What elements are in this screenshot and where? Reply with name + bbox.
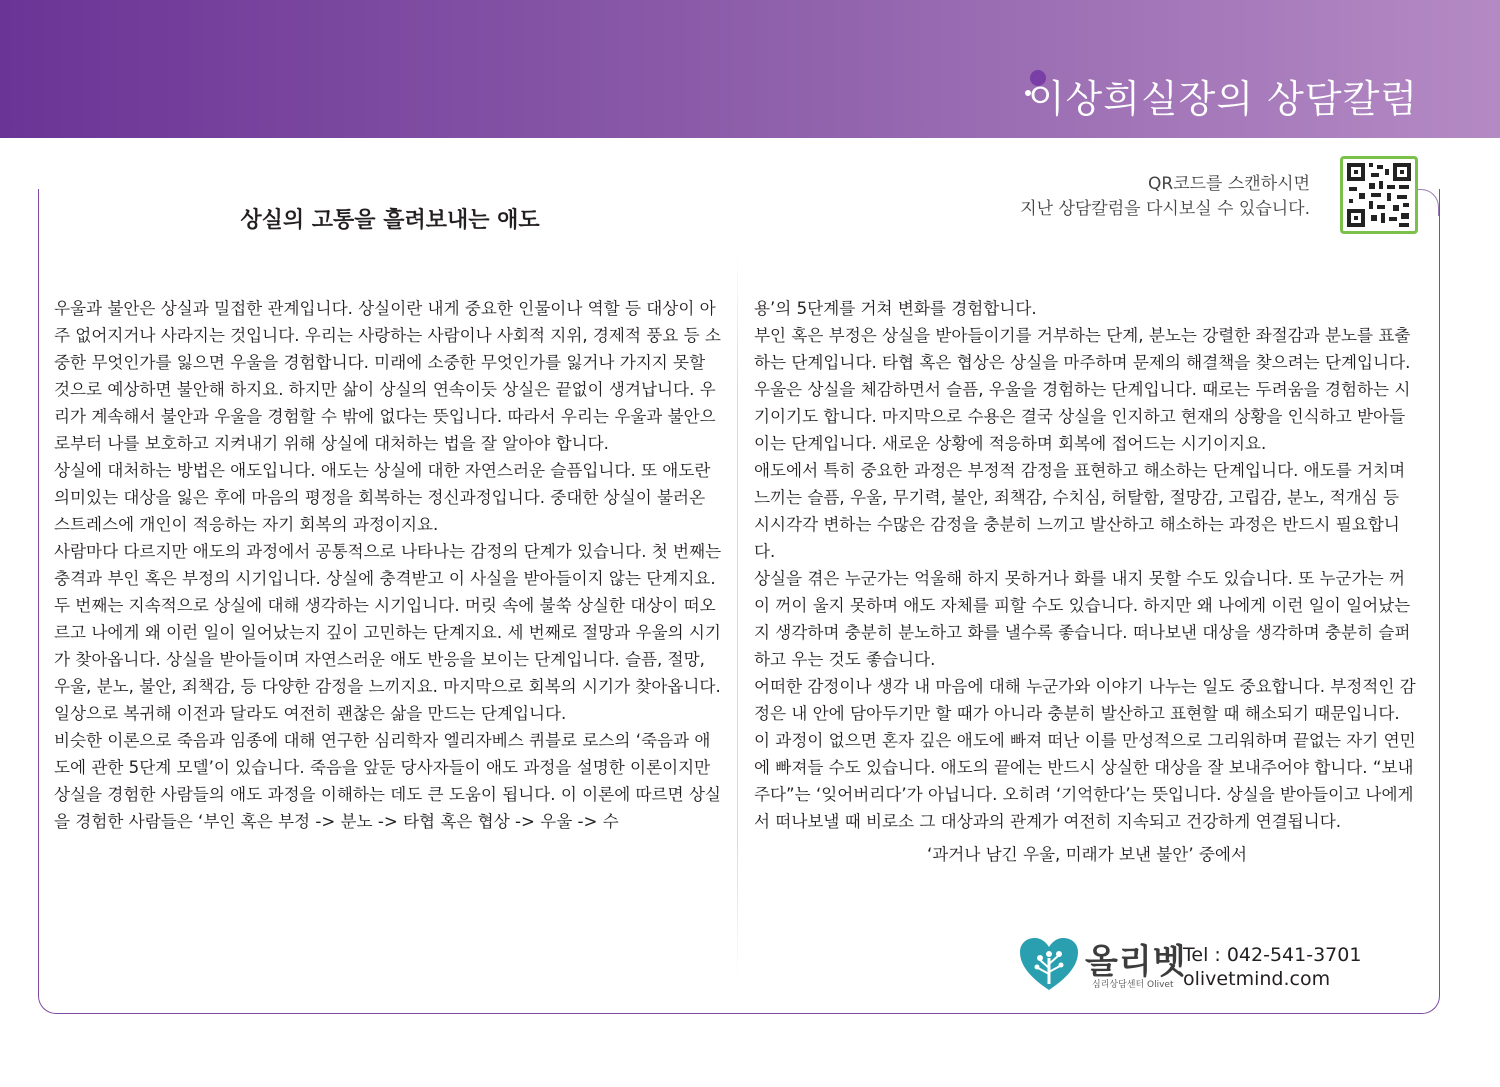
article-paragraph: 용’의 5단계를 거쳐 변화를 경험합니다. <box>754 299 1037 318</box>
contact-tel: Tel : 042-541-3701 <box>1183 944 1362 966</box>
article-paragraph: 사람마다 다르지만 애도의 과정에서 공통적으로 나타나는 감정의 단계가 있습니다. 첫 번째는 충격과 부인 혹은 부정의 시기입니다. 상실에 충격받고 이 사실을 받아들이지 않는 단계지요. 두 번째는 지속적으로 상실에 대해 생각하는 시기입니다. 머릿 속에 불쑥 상실한 대상이 떠오르고 나에게 왜 이런 일이 일어났는지 깊이 고민하는 단계지요. 세 번째로 절망과 우울의 시기가 찾아옵니다. 상실을 받아들이며 자연스러운 애도 반응을 보이는 단계입니다. 슬픔, 절망, 우울, 분노, 불안, 죄책감, 등 다양한 감정을 느끼지요. 마지막으로 회복의 시기가 찾아옵니다. 일상으로 복귀해 이전과 달라도 여전히 괜찮은 삶을 만드는 단계입니다. <box>54 542 722 723</box>
article-paragraph: 우울과 불안은 상실과 밀접한 관계입니다. 상실이란 내게 중요한 인물이나 역할 등 대상이 아주 없어지거나 사라지는 것입니다. 우리는 사랑하는 사람이나 사회적 지위, 경제적 풍요 등 소중한 무엇인가를 잃으면 우울을 경험합니다. 미래에 소중한 무엇인가를 잃거나 가지지 못할 것으로 예상하면 불안해 하지요. 하지만 삶이 상실의 연속이듯 상실은 끝없이 생겨납니다. 우리가 계속해서 불안과 우울을 경험할 수 밖에 없다는 뜻입니다. 따라서 우리는 우울과 불안으로부터 나를 보호하고 지켜내기 위해 상실에 대처하는 법을 잘 알아야 합니다. <box>54 299 721 453</box>
qr-note <box>1020 172 1310 222</box>
article-paragraph: 어떠한 감정이나 생각 내 마음에 대해 누군가와 이야기 나누는 일도 중요합니다. 부정적인 감정은 내 안에 담아두기만 할 때가 아니라 충분히 발산하고 표현할 때 해소되기 때문입니다. 이 과정이 없으면 혼자 깊은 애도에 빠져 떠난 이를 만성적으로 그리워하며 끝없는 자기 연민에 빠져들 수도 있습니다. 애도의 끝에는 반드시 상실한 대상을 잘 보내주어야 합니다. “보내주다”는 ‘잊어버리다’가 아닙니다. 오히려 ‘기억한다’는 뜻입니다. 상실을 받아들이고 나에게서 떠나보낼 때 비로소 그 대상과의 관계가 여전히 지속되고 건강하게 연결됩니다. <box>754 677 1416 831</box>
article-paragraph: 상실에 대처하는 방법은 애도입니다. 애도는 상실에 대한 자연스러운 슬픔입니다. 또 애도란 의미있는 대상을 잃은 후에 마음의 평정을 회복하는 정신과정입니다. 중대한 상실이 불러온 스트레스에 개인이 적응하는 자기 회복의 과정이지요. <box>54 461 711 534</box>
contact-website[interactable]: olivetmind.com <box>1183 968 1331 990</box>
brand-name: 올리벳 <box>1085 942 1187 982</box>
article-paragraph: 상실을 겪은 누군가는 억울해 하지 못하거나 화를 내지 못할 수도 있습니다. 또 누군가는 꺼이 꺼이 울지 못하며 애도 자체를 피할 수도 있습니다. 하지만 왜 나에게 이런 일이 일어났는지 생각하며 충분히 분노하고 화를 낼수록 좋습니다. 떠나보낸 대상을 생각하며 충분히 슬퍼하고 우는 것도 좋습니다. <box>754 569 1411 669</box>
article-paragraph: 비슷한 이론으로 죽음과 임종에 대해 연구한 심리학자 엘리자베스 퀴블로 로스의 ‘죽음과 애도에 관한 5단계 모델’이 있습니다. 죽음을 앞둔 당사자들이 애도 과정을 설명한 이론이지만 상실을 경험한 사람들의 애도 과정을 이해하는 데도 큰 도움이 됩니다. 이 이론에 따르면 상실을 경험한 사람들은 ‘부인 혹은 부정 -> 분노 -> 타협 혹은 협상 -> 우울 -> 수 <box>54 731 721 831</box>
article-title: 상실의 고통을 흘려보내는 애도 <box>240 208 540 233</box>
brand-subtitle: 심리상담센터 Olivet <box>1092 980 1174 990</box>
article-paragraph: 부인 혹은 부정은 상실을 받아들이기를 거부하는 단계, 분노는 강렬한 좌절감과 분노를 표출하는 단계입니다. 타협 혹은 협상은 상실을 마주하며 문제의 해결책을 찾으려는 단계입니다. 우울은 상실을 체감하면서 슬픔, 우울을 경험하는 단계입니다. 때로는 두려움을 경험하는 시기이기도 합니다. 마지막으로 수용은 결국 상실을 인지하고 현재의 상황을 인식하고 받아들이는 단계입니다. 새로운 상황에 적응하며 회복에 접어드는 시기이지요. <box>754 326 1411 453</box>
qr-code-icon[interactable] <box>1340 156 1418 234</box>
article-paragraph: 애도에서 특히 중요한 과정은 부정적 감정을 표현하고 해소하는 단계입니다. 애도를 거치며 느끼는 슬픔, 우울, 무기력, 불안, 죄책감, 수치심, 허탈함, 절망감, 고립감, 분노, 적개심 등 시시각각 변하는 수많은 감정을 충분히 느끼고 발산하고 해소하는 과정은 반드시 필요합니다. <box>754 461 1406 561</box>
olivet-heart-logo-icon <box>1018 936 1080 992</box>
article-left-column <box>54 295 722 835</box>
column-title: 이상희실장의 상담칼럼 <box>1027 77 1418 121</box>
column-divider <box>737 250 738 980</box>
qr-note-line1: QR코드를 스캔하시면 <box>1148 174 1310 194</box>
article-source: ‘과거나 남긴 우울, 미래가 보낸 불안’ 중에서 <box>927 845 1247 864</box>
header-banner <box>0 0 1500 138</box>
qr-code-graphic <box>1343 159 1415 231</box>
contact-info <box>1183 943 1361 991</box>
article-right-column <box>754 295 1420 868</box>
qr-note-line2: 지난 상담칼럼을 다시보실 수 있습니다. <box>1020 199 1310 219</box>
